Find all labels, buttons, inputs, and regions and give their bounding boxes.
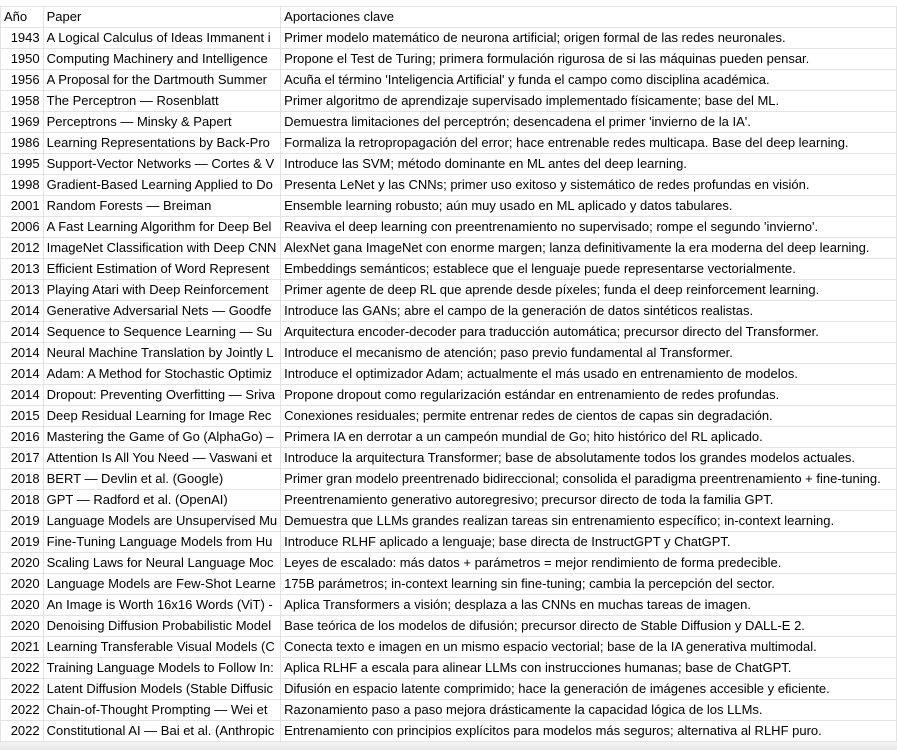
cell-year[interactable]: 1950	[1, 49, 44, 70]
cell-contribution[interactable]: Acuña el término 'Inteligencia Artificial' y funda el campo como disciplina académica.	[281, 70, 897, 91]
cell-contribution[interactable]: Reaviva el deep learning con preentrenamiento no supervisado; rompe el segundo 'invierno'.	[281, 217, 897, 238]
table-row	[1, 406, 897, 427]
table-row	[1, 574, 897, 595]
cell-paper[interactable]: Playing Atari with Deep Reinforcement	[43, 280, 281, 301]
table-row	[1, 280, 897, 301]
cell-paper[interactable]: Sequence to Sequence Learning — Su	[43, 322, 281, 343]
cell-contribution[interactable]: Introduce RLHF aplicado a lenguaje; base directa de InstructGPT y ChatGPT.	[281, 532, 897, 553]
cell-year[interactable]: 2012	[1, 238, 44, 259]
cell-contribution[interactable]: Aplica RLHF a escala para alinear LLMs con instrucciones humanas; base de ChatGPT.	[281, 658, 897, 679]
cell-paper[interactable]: Learning Transferable Visual Models (C	[43, 637, 281, 658]
cell-year[interactable]: 2014	[1, 343, 44, 364]
header-cell-contributions[interactable]: Aportaciones clave	[281, 7, 897, 28]
cell-year[interactable]: 2020	[1, 616, 44, 637]
cell-contribution[interactable]: Conecta texto e imagen en un mismo espacio vectorial; base de la IA generativa multimodal.	[281, 637, 897, 658]
cell-year[interactable]: 2020	[1, 595, 44, 616]
table-row	[1, 532, 897, 553]
table-row	[1, 637, 897, 658]
cell-year[interactable]: 1956	[1, 70, 44, 91]
cell-contribution[interactable]: Base teórica de los modelos de difusión; precursor directo de Stable Diffusion y DALL-E 2.	[281, 616, 897, 637]
cell-paper[interactable]: Neural Machine Translation by Jointly L	[43, 343, 281, 364]
table-row	[1, 616, 897, 637]
table-row	[1, 196, 897, 217]
cell-year[interactable]: 2006	[1, 217, 44, 238]
cell-year[interactable]: 1986	[1, 133, 44, 154]
cell-year[interactable]: 2018	[1, 490, 44, 511]
grid-bottom-edge	[0, 742, 897, 750]
cell-year[interactable]: 2014	[1, 364, 44, 385]
cell-year[interactable]: 2018	[1, 469, 44, 490]
cell-contribution[interactable]: Razonamiento paso a paso mejora drásticamente la capacidad lógica de los LLMs.	[281, 700, 897, 721]
cell-paper[interactable]: Generative Adversarial Nets — Goodfe	[43, 301, 281, 322]
cell-paper[interactable]: Support-Vector Networks — Cortes & V	[43, 154, 281, 175]
cell-year[interactable]: 1958	[1, 91, 44, 112]
cell-year[interactable]: 2019	[1, 532, 44, 553]
table-row	[1, 175, 897, 196]
cell-contribution[interactable]: Demuestra que LLMs grandes realizan tareas sin entrenamiento específico; in-context learning.	[281, 511, 897, 532]
cell-paper[interactable]: Language Models are Unsupervised Mu	[43, 511, 281, 532]
cell-contribution[interactable]: Ensemble learning robusto; aún muy usado en ML aplicado y datos tabulares.	[281, 196, 897, 217]
cell-contribution[interactable]: Primera IA en derrotar a un campeón mundial de Go; hito histórico del RL aplicado.	[281, 427, 897, 448]
cell-contribution[interactable]: Arquitectura encoder-decoder para traducción automática; precursor directo del Transformer.	[281, 322, 897, 343]
cell-paper[interactable]: Chain-of-Thought Prompting — Wei et	[43, 700, 281, 721]
table-row	[1, 448, 897, 469]
table-row	[1, 301, 897, 322]
cell-contribution[interactable]: Demuestra limitaciones del perceptrón; desencadena el primer 'invierno de la IA'.	[281, 112, 897, 133]
cell-year[interactable]: 2014	[1, 322, 44, 343]
cell-contribution[interactable]: AlexNet gana ImageNet con enorme margen; lanza definitivamente la era moderna del deep learning.	[281, 238, 897, 259]
header-row	[1, 7, 897, 28]
cell-contribution[interactable]: Difusión en espacio latente comprimido; hace la generación de imágenes accesible y eficiente.	[281, 679, 897, 700]
cell-paper[interactable]: Scaling Laws for Neural Language Moc	[43, 553, 281, 574]
cell-year[interactable]: 1969	[1, 112, 44, 133]
cell-contribution[interactable]: Propone dropout como regularización estándar en entrenamiento de redes profundas.	[281, 385, 897, 406]
cell-paper[interactable]: Gradient-Based Learning Applied to Do	[43, 175, 281, 196]
cell-paper[interactable]: Deep Residual Learning for Image Rec	[43, 406, 281, 427]
table-row	[1, 70, 897, 91]
table-row	[1, 427, 897, 448]
header-cell-paper[interactable]: Paper	[43, 7, 281, 28]
cell-year[interactable]: 1998	[1, 175, 44, 196]
cell-year[interactable]: 2022	[1, 679, 44, 700]
cell-paper[interactable]: Constitutional AI — Bai et al. (Anthropic	[43, 721, 281, 742]
cell-year[interactable]: 2021	[1, 637, 44, 658]
cell-contribution[interactable]: Preentrenamiento generativo autoregresivo; precursor directo de toda la familia GPT.	[281, 490, 897, 511]
cell-paper[interactable]: A Fast Learning Algorithm for Deep Bel	[43, 217, 281, 238]
cell-paper[interactable]: Language Models are Few-Shot Learne	[43, 574, 281, 595]
cell-paper[interactable]: A Proposal for the Dartmouth Summer	[43, 70, 281, 91]
cell-year[interactable]: 2020	[1, 553, 44, 574]
cell-paper[interactable]: Efficient Estimation of Word Represent	[43, 259, 281, 280]
cell-contribution[interactable]: Leyes de escalado: más datos + parámetros = mejor rendimiento de forma predecible.	[281, 553, 897, 574]
cell-paper[interactable]: BERT — Devlin et al. (Google)	[43, 469, 281, 490]
cell-year[interactable]: 1943	[1, 28, 44, 49]
header-cell-year[interactable]: Año	[1, 7, 44, 28]
table-row	[1, 364, 897, 385]
table-row	[1, 469, 897, 490]
table-row	[1, 91, 897, 112]
table-row	[1, 595, 897, 616]
table-row	[1, 133, 897, 154]
cell-paper[interactable]: Learning Representations by Back-Pro	[43, 133, 281, 154]
cell-paper[interactable]: The Perceptron — Rosenblatt	[43, 91, 281, 112]
cell-paper[interactable]: Mastering the Game of Go (AlphaGo) –	[43, 427, 281, 448]
cell-year[interactable]: 2022	[1, 721, 44, 742]
cell-year[interactable]: 1995	[1, 154, 44, 175]
table-row	[1, 721, 897, 742]
table-row	[1, 217, 897, 238]
table-row	[1, 259, 897, 280]
cell-contribution[interactable]: Primer agente de deep RL que aprende desde píxeles; funda el deep reinforcement learning.	[281, 280, 897, 301]
table-row	[1, 154, 897, 175]
cell-year[interactable]: 2019	[1, 511, 44, 532]
spreadsheet-grid	[0, 6, 897, 742]
cell-contribution[interactable]: Introduce el mecanismo de atención; paso previo fundamental al Transformer.	[281, 343, 897, 364]
cell-contribution[interactable]: Primer modelo matemático de neurona artificial; origen formal de las redes neuronales.	[281, 28, 897, 49]
cell-year[interactable]: 2001	[1, 196, 44, 217]
cell-paper[interactable]: Denoising Diffusion Probabilistic Model	[43, 616, 281, 637]
table-row	[1, 511, 897, 532]
cell-contribution[interactable]: Presenta LeNet y las CNNs; primer uso exitoso y sistemático de redes profundas en visión.	[281, 175, 897, 196]
table-row	[1, 28, 897, 49]
cell-contribution[interactable]: Aplica Transformers a visión; desplaza a las CNNs en muchas tareas de imagen.	[281, 595, 897, 616]
table-row	[1, 238, 897, 259]
cell-year[interactable]: 2014	[1, 385, 44, 406]
cell-paper[interactable]: Attention Is All You Need — Vaswani et	[43, 448, 281, 469]
table-row	[1, 700, 897, 721]
table-row	[1, 679, 897, 700]
cell-paper[interactable]: Computing Machinery and Intelligence	[43, 49, 281, 70]
table-row	[1, 112, 897, 133]
cell-paper[interactable]: Adam: A Method for Stochastic Optimiz	[43, 364, 281, 385]
cell-paper[interactable]: GPT — Radford et al. (OpenAI)	[43, 490, 281, 511]
cell-contribution[interactable]: Introduce la arquitectura Transformer; base de absolutamente todos los grandes modelos actuales.	[281, 448, 897, 469]
table-row	[1, 490, 897, 511]
table-row	[1, 658, 897, 679]
cell-year[interactable]: 2015	[1, 406, 44, 427]
cell-contribution[interactable]: Entrenamiento con principios explícitos para modelos más seguros; alternativa al RLHF puro.	[281, 721, 897, 742]
cell-contribution[interactable]: Introduce las SVM; método dominante en ML antes del deep learning.	[281, 154, 897, 175]
cell-year[interactable]: 2013	[1, 259, 44, 280]
cell-paper[interactable]: Training Language Models to Follow In:	[43, 658, 281, 679]
cell-paper[interactable]: Fine-Tuning Language Models from Hu	[43, 532, 281, 553]
table-row	[1, 343, 897, 364]
cell-contribution[interactable]: 175B parámetros; in-context learning sin fine-tuning; cambia la percepción del sector.	[281, 574, 897, 595]
table-row	[1, 322, 897, 343]
cell-year[interactable]: 2016	[1, 427, 44, 448]
cell-year[interactable]: 2013	[1, 280, 44, 301]
cell-contribution[interactable]: Primer algoritmo de aprendizaje supervisado implementado físicamente; base del ML.	[281, 91, 897, 112]
cell-year[interactable]: 2020	[1, 574, 44, 595]
table-row	[1, 553, 897, 574]
cell-paper[interactable]: Perceptrons — Minsky & Papert	[43, 112, 281, 133]
table-row	[1, 385, 897, 406]
table-row	[1, 49, 897, 70]
cell-contribution[interactable]: Introduce las GANs; abre el campo de la generación de datos sintéticos realistas.	[281, 301, 897, 322]
cell-contribution[interactable]: Introduce el optimizador Adam; actualmente el más usado en entrenamiento de modelos.	[281, 364, 897, 385]
cell-year[interactable]: 2022	[1, 700, 44, 721]
cell-contribution[interactable]: Conexiones residuales; permite entrenar redes de cientos de capas sin degradación.	[281, 406, 897, 427]
cell-contribution[interactable]: Propone el Test de Turing; primera formulación rigurosa de si las máquinas pueden pensar.	[281, 49, 897, 70]
cell-year[interactable]: 2022	[1, 658, 44, 679]
cell-paper[interactable]: An Image is Worth 16x16 Words (ViT) -	[43, 595, 281, 616]
cell-contribution[interactable]: Primer gran modelo preentrenado bidireccional; consolida el paradigma preentrenamiento + fine-tuning.	[281, 469, 897, 490]
cell-year[interactable]: 2017	[1, 448, 44, 469]
cell-paper[interactable]: ImageNet Classification with Deep CNN	[43, 238, 281, 259]
cell-paper[interactable]: Random Forests — Breiman	[43, 196, 281, 217]
cell-year[interactable]: 2014	[1, 301, 44, 322]
cell-contribution[interactable]: Formaliza la retropropagación del error; hace entrenable redes multicapa. Base del deep learning.	[281, 133, 897, 154]
cell-contribution[interactable]: Embeddings semánticos; establece que el lenguaje puede representarse vectorialmente.	[281, 259, 897, 280]
cell-paper[interactable]: Dropout: Preventing Overfitting — Sriva	[43, 385, 281, 406]
cell-paper[interactable]: A Logical Calculus of Ideas Immanent i	[43, 28, 281, 49]
cell-paper[interactable]: Latent Diffusion Models (Stable Diffusic	[43, 679, 281, 700]
